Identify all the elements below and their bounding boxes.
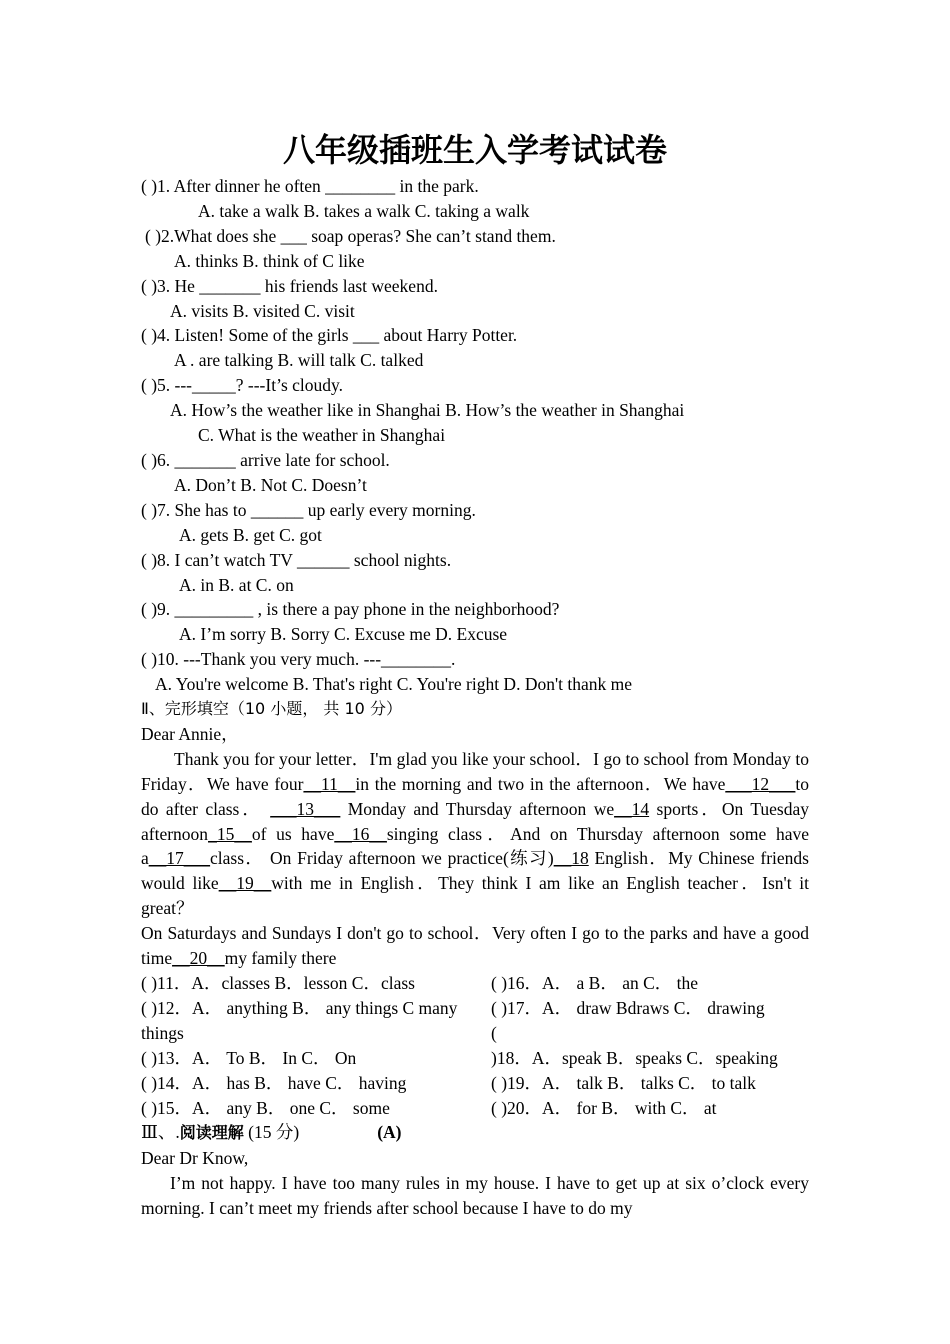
option-13: ( )13．A． To B． In C． On xyxy=(141,1047,357,1068)
option-18: )18．A．speak B．speaks C．speaking xyxy=(491,1047,778,1068)
cloze-options-row xyxy=(141,1046,809,1071)
option-15: ( )15．A． any B． one C． some xyxy=(141,1097,390,1118)
question-5-options-extra: C. What is the weather in Shanghai xyxy=(198,425,446,446)
option-20: ( )20．A． for B． with C． at xyxy=(491,1097,717,1118)
option-16: ( )16．A． a B． an C． the xyxy=(491,973,699,993)
option-12: ( )12．A． anything B． any things C many things xyxy=(141,997,458,1043)
question-9-options: A. I’m sorry B. Sorry C. Excuse me D. Excuse xyxy=(179,624,508,645)
exam-content xyxy=(141,174,809,1221)
blank-14: __14 xyxy=(614,798,650,819)
option-17-block xyxy=(491,996,765,1046)
question-8: ( )8. I can’t watch TV ______ school nights. xyxy=(141,549,452,570)
cloze-text: to do after class． xyxy=(141,773,809,819)
question-2: ( )2.What does she ___ soap operas? She can’t stand them. xyxy=(145,225,556,246)
cloze-options-row xyxy=(141,1071,809,1096)
cloze-text: in the morning and two in the afternoon．We have xyxy=(355,773,726,794)
cloze-text: of us have xyxy=(251,823,335,844)
section-3-score: (15 分) xyxy=(243,1122,300,1143)
cloze-text: Monday and Thursday afternoon we xyxy=(340,798,615,819)
cloze-options-row xyxy=(141,996,809,1046)
section-3-title: 阅读理解 xyxy=(179,1123,244,1143)
blank-11: __11__ xyxy=(303,773,356,794)
cloze-text: On Saturdays and Sundays I don't go to school．Very often I go to the parks and have a good time xyxy=(141,923,809,969)
reading-section xyxy=(141,1120,809,1221)
question-3-options: A. visits B. visited C. visit xyxy=(170,300,355,321)
reading-greeting: Dear Dr Know, xyxy=(141,1148,249,1169)
cloze-section xyxy=(141,697,809,1120)
cloze-text: Thank you for your letter．I'm glad you like your school．I go to school from Monday to Friday．We have four xyxy=(141,748,809,794)
blank-12: ___12___ xyxy=(725,773,796,794)
blank-19: __19__ xyxy=(218,873,272,894)
cloze-text: class． On Friday afternoon we practice(练习) xyxy=(210,848,554,869)
cloze-paragraph-1 xyxy=(141,747,809,921)
cloze-options-row xyxy=(141,971,809,996)
section-3-numeral: Ⅲ、. xyxy=(141,1122,180,1143)
question-10-options: A. You're welcome B. That's right C. You're right D. Don't thank me xyxy=(155,674,632,695)
question-9: ( )9. _________ , is there a pay phone in the neighborhood? xyxy=(141,599,560,620)
multiple-choice-section xyxy=(141,174,809,697)
question-1-options: A. take a walk B. takes a walk C. taking a walk xyxy=(198,200,530,221)
question-5-options: A. How’s the weather like in Shanghai B. How’s the weather in Shanghai xyxy=(170,400,685,421)
question-2-options: A. thinks B. think of C like xyxy=(174,250,365,271)
cloze-paragraph-2 xyxy=(141,921,809,971)
passage-label: (A) xyxy=(377,1122,402,1143)
reading-paragraph-1: I’m not happy. I have too many rules in my house. I have to get up at six o’clock every morning. I can’t meet my friends after school because I have to do my xyxy=(141,1173,809,1219)
section-3-heading xyxy=(141,1120,809,1146)
blank-16: __16__ xyxy=(334,823,387,844)
question-4: ( )4. Listen! Some of the girls ___ about Harry Potter. xyxy=(141,325,518,346)
option-17: ( )17．A． draw Bdraws C． drawing xyxy=(491,997,765,1018)
question-7-options: A. gets B. get C. got xyxy=(179,524,322,545)
section-2-heading: Ⅱ、完形填空（10 小题， 共 10 分） xyxy=(141,699,402,719)
option-14: ( )14．A． has B． have C． having xyxy=(141,1072,407,1093)
cloze-text: with me in English．They think I am like an English teacher．Isn't it great？ xyxy=(141,873,809,919)
blank-13: ___13___ xyxy=(270,798,341,819)
question-7: ( )7. She has to ______ up early every morning. xyxy=(141,499,476,520)
question-4-options: A . are talking B. will talk C. talked xyxy=(174,350,424,371)
option-18-paren: ( xyxy=(491,1022,497,1043)
question-1: ( )1. After dinner he often ________ in the park. xyxy=(141,176,479,196)
exam-title: 八年级插班生入学考试试卷 xyxy=(282,131,667,169)
question-5: ( )5. ---_____? ---It’s cloudy. xyxy=(141,375,343,396)
letter-greeting: Dear Annie， xyxy=(141,723,239,744)
blank-20: __20__ xyxy=(172,948,225,969)
cloze-text: my family there xyxy=(224,948,337,969)
cloze-text: sports．On Tuesday afternoon xyxy=(141,798,809,844)
blank-18: __18 xyxy=(553,848,589,869)
question-10: ( )10. ---Thank you very much. ---________. xyxy=(141,649,456,670)
cloze-text: singing class．And on Thursday afternoon some have a xyxy=(141,823,809,869)
blank-15: _15__ xyxy=(208,823,252,844)
question-6-options: A. Don’t B. Not C. Doesn’t xyxy=(174,474,367,495)
cloze-options-row xyxy=(141,1096,809,1121)
question-8-options: A. in B. at C. on xyxy=(179,574,294,595)
option-11: ( )11．A．classes B．lesson C．class xyxy=(141,973,415,993)
blank-17: __17___ xyxy=(148,848,211,869)
question-3: ( )3. He _______ his friends last weekend. xyxy=(141,275,438,296)
cloze-text: English．My Chinese friends would like xyxy=(141,848,809,894)
option-19: ( )19．A． talk B． talks C． to talk xyxy=(491,1072,756,1093)
question-6: ( )6. _______ arrive late for school. xyxy=(141,449,390,470)
